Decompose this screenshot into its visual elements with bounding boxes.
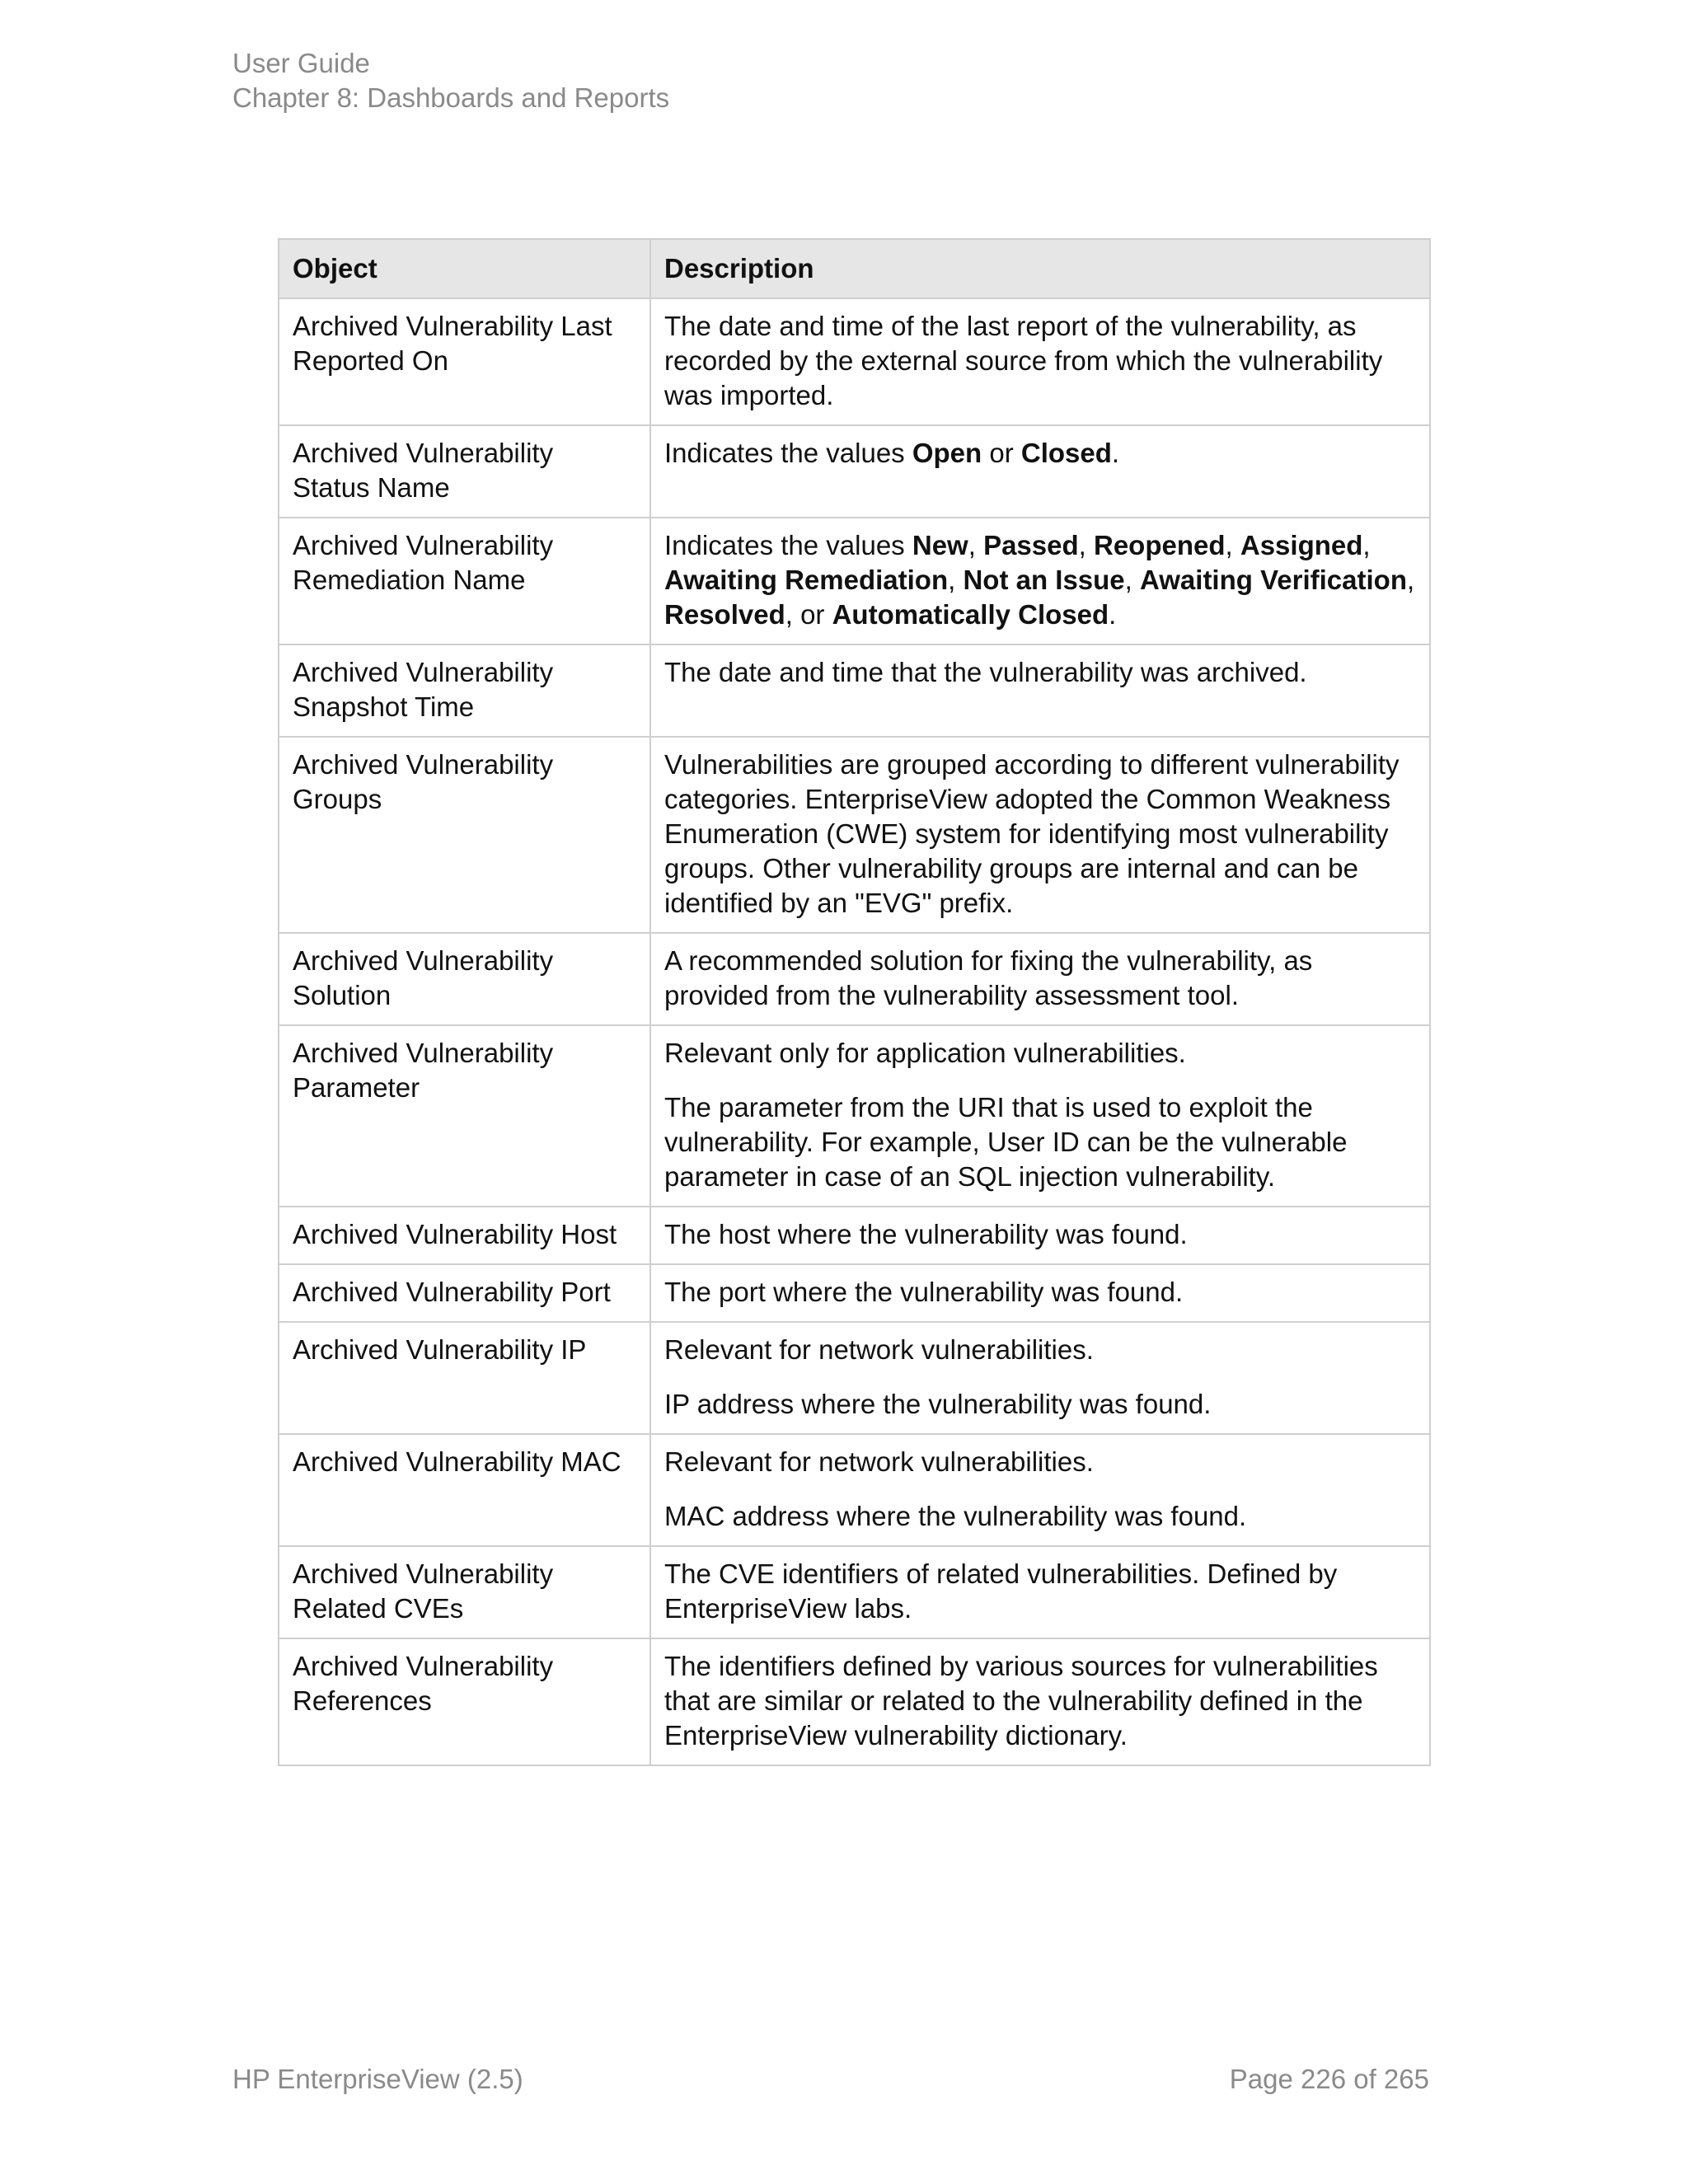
table-body bbox=[279, 298, 1430, 1765]
table-row bbox=[279, 737, 1430, 933]
description-text: , bbox=[1124, 565, 1141, 595]
table-row bbox=[279, 518, 1430, 644]
description-paragraph bbox=[664, 309, 1416, 413]
description-paragraph bbox=[664, 1217, 1416, 1252]
description-paragraph bbox=[664, 1333, 1416, 1367]
table-row bbox=[279, 644, 1430, 737]
description-cell bbox=[650, 933, 1430, 1025]
description-text: Indicates the values bbox=[664, 438, 912, 468]
object-cell: Archived Vulnerability Groups bbox=[279, 737, 650, 933]
description-cell bbox=[650, 1207, 1430, 1264]
description-text: Indicates the values bbox=[664, 530, 912, 560]
column-header-object: Object bbox=[279, 239, 650, 298]
page-header bbox=[232, 46, 669, 115]
description-text: A recommended solution for fixing the vulnerability, as provided from the vulnerability assessment tool. bbox=[664, 945, 1313, 1010]
description-text: , bbox=[1362, 530, 1371, 560]
objects-table bbox=[278, 238, 1431, 1766]
description-paragraph bbox=[664, 1036, 1416, 1071]
footer-product: HP EnterpriseView (2.5) bbox=[232, 2064, 523, 2094]
description-text: , bbox=[1406, 565, 1415, 595]
object-cell: Archived Vulnerability References bbox=[279, 1638, 650, 1765]
table-header-row bbox=[279, 239, 1430, 298]
description-text: Relevant only for application vulnerabilities. bbox=[664, 1038, 1186, 1068]
description-paragraph bbox=[664, 655, 1416, 690]
description-text: The port where the vulnerability was found. bbox=[664, 1277, 1184, 1307]
emphasized-value: Passed bbox=[983, 530, 1079, 560]
description-text: Vulnerabilities are grouped according to different vulnerability categories. EnterpriseView adopted the Common Weakness Enumeration (CWE) system for identifying most vulnerability groups. Other vulnerability groups are internal and can be identified by an "EVG" prefix. bbox=[664, 749, 1400, 918]
description-text: Relevant for network vulnerabilities. bbox=[664, 1334, 1094, 1365]
emphasized-value: Automatically Closed bbox=[832, 599, 1109, 630]
description-cell bbox=[650, 1434, 1430, 1546]
table-row bbox=[279, 1638, 1430, 1765]
description-paragraph bbox=[664, 528, 1416, 632]
description-text: The host where the vulnerability was found. bbox=[664, 1219, 1188, 1249]
object-cell: Archived Vulnerability Solution bbox=[279, 933, 650, 1025]
emphasized-value: Closed bbox=[1020, 438, 1112, 468]
description-text: . bbox=[1111, 438, 1120, 468]
emphasized-value: Resolved bbox=[664, 599, 785, 630]
description-paragraph bbox=[664, 748, 1416, 921]
description-cell bbox=[650, 1264, 1430, 1322]
object-cell: Archived Vulnerability MAC bbox=[279, 1434, 650, 1546]
table-row bbox=[279, 1025, 1430, 1207]
description-text: , or bbox=[785, 599, 832, 630]
emphasized-value: New bbox=[912, 530, 968, 560]
guide-title: User Guide bbox=[232, 48, 370, 78]
emphasized-value: Awaiting Verification bbox=[1140, 565, 1407, 595]
description-cell bbox=[650, 1638, 1430, 1765]
emphasized-value: Reopened bbox=[1094, 530, 1226, 560]
description-paragraph bbox=[664, 1387, 1416, 1422]
table-row bbox=[279, 1264, 1430, 1322]
description-paragraph bbox=[664, 944, 1416, 1013]
table-row bbox=[279, 298, 1430, 425]
description-paragraph bbox=[664, 1557, 1416, 1626]
description-text: The identifiers defined by various sources for vulnerabilities that are similar or related to the vulnerability defined in the EnterpriseView vulnerability dictionary. bbox=[664, 1651, 1378, 1750]
description-text: IP address where the vulnerability was found. bbox=[664, 1389, 1212, 1419]
description-cell bbox=[650, 425, 1430, 518]
description-paragraph bbox=[664, 1275, 1416, 1310]
table-row bbox=[279, 1207, 1430, 1264]
description-cell bbox=[650, 737, 1430, 933]
description-text: , bbox=[968, 530, 984, 560]
column-header-description: Description bbox=[650, 239, 1430, 298]
object-cell: Archived Vulnerability Snapshot Time bbox=[279, 644, 650, 737]
page-number: Page 226 of 265 bbox=[1229, 2064, 1429, 2094]
description-text: The CVE identifiers of related vulnerabilities. Defined by EnterpriseView labs. bbox=[664, 1558, 1338, 1624]
object-cell: Archived Vulnerability Port bbox=[279, 1264, 650, 1322]
chapter-title: Chapter 8: Dashboards and Reports bbox=[232, 82, 670, 113]
description-cell bbox=[650, 644, 1430, 737]
object-cell: Archived Vulnerability Parameter bbox=[279, 1025, 650, 1207]
object-cell: Archived Vulnerability Related CVEs bbox=[279, 1546, 650, 1638]
description-text: , bbox=[948, 565, 964, 595]
description-cell bbox=[650, 298, 1430, 425]
table-row bbox=[279, 1322, 1430, 1434]
description-text: The date and time of the last report of the vulnerability, as recorded by the external source from which the vulnerability was imported. bbox=[664, 311, 1383, 410]
description-paragraph bbox=[664, 1090, 1416, 1194]
description-paragraph bbox=[664, 1649, 1416, 1753]
description-cell bbox=[650, 1025, 1430, 1207]
description-text: , bbox=[1078, 530, 1094, 560]
table-row bbox=[279, 1546, 1430, 1638]
emphasized-value: Awaiting Remediation bbox=[664, 565, 949, 595]
description-text: . bbox=[1109, 599, 1117, 630]
emphasized-value: Not an Issue bbox=[963, 565, 1125, 595]
description-paragraph bbox=[664, 1445, 1416, 1479]
object-cell: Archived Vulnerability Remediation Name bbox=[279, 518, 650, 644]
object-cell: Archived Vulnerability Last Reported On bbox=[279, 298, 650, 425]
object-cell: Archived Vulnerability IP bbox=[279, 1322, 650, 1434]
description-cell bbox=[650, 1546, 1430, 1638]
emphasized-value: Assigned bbox=[1240, 530, 1363, 560]
description-text: The date and time that the vulnerability was archived. bbox=[664, 657, 1307, 687]
table-row bbox=[279, 933, 1430, 1025]
emphasized-value: Open bbox=[912, 438, 982, 468]
description-text: The parameter from the URI that is used to exploit the vulnerability. For example, User ID can be the vulnerable parameter in case of an SQL injection vulnerability. bbox=[664, 1092, 1348, 1192]
description-text: Relevant for network vulnerabilities. bbox=[664, 1446, 1094, 1477]
description-text: MAC address where the vulnerability was found. bbox=[664, 1501, 1247, 1531]
description-text: , bbox=[1225, 530, 1240, 560]
object-cell: Archived Vulnerability Status Name bbox=[279, 425, 650, 518]
description-cell bbox=[650, 518, 1430, 644]
object-cell: Archived Vulnerability Host bbox=[279, 1207, 650, 1264]
description-cell bbox=[650, 1322, 1430, 1434]
description-paragraph bbox=[664, 1499, 1416, 1534]
description-text: or bbox=[982, 438, 1021, 468]
description-paragraph bbox=[664, 436, 1416, 471]
table-row bbox=[279, 1434, 1430, 1546]
table-row bbox=[279, 425, 1430, 518]
